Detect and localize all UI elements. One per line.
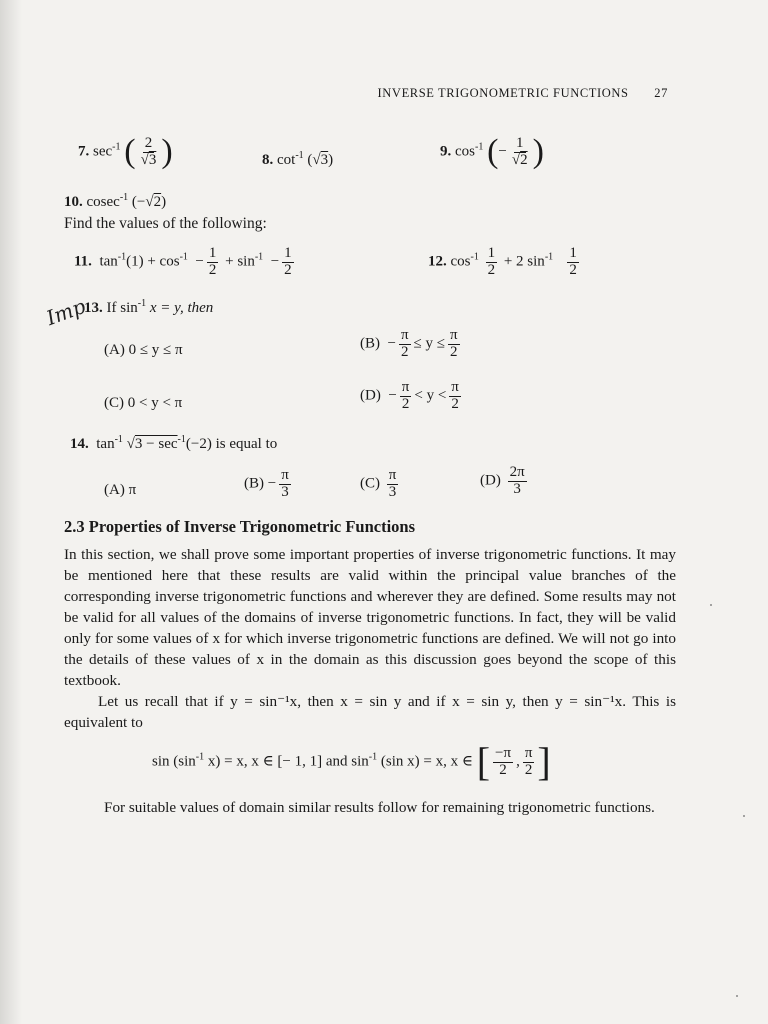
header-title: INVERSE TRIGONOMETRIC FUNCTIONS bbox=[377, 86, 629, 100]
exercise-14-option-d: (D) $\frac{2\pi}{3}$ bbox=[480, 464, 525, 497]
exercise-14-option-c: (C) $\frac{\pi}{3}$ bbox=[360, 467, 397, 500]
handwritten-note: Imp bbox=[43, 293, 89, 331]
speck bbox=[743, 815, 745, 817]
paragraph-recall: Let us recall that if y = sin⁻¹x, then x = sin y and if x = sin y, then y = sin⁻¹x. This is equivalent to bbox=[64, 693, 676, 731]
exercise-7: 7. $\sec^{-1}$ ( $\frac{2}{√3}$ ) bbox=[78, 133, 173, 170]
exercise-13-option-b: (B) − $\frac{\pi}{2}$ ≤ y ≤ $\frac{\pi}{2}$ bbox=[360, 327, 458, 360]
running-header bbox=[378, 86, 668, 101]
speck bbox=[710, 604, 712, 606]
exercise-13-option-c: (C) 0 < y < π bbox=[104, 395, 183, 411]
page-edge-shadow bbox=[0, 0, 22, 1024]
instruction-text: Find the values of the following: bbox=[64, 215, 267, 232]
equation-sin-inverse: $\sin (\sin^{-1}$ x) = x, x ∈ [− 1, 1] and $\sin^{-1} (\sin$ x) = x, x ∈ [ $\frac{-\pi}{2}$ , $\frac{\pi}{2}$ ] bbox=[152, 739, 551, 784]
exercise-11: 11. $\tan^{-1}(1) + \cos^{-1}$ − $\frac{1}{2}$ + $\sin^{-1}$ − $\frac{1}{2}$ bbox=[74, 245, 292, 278]
exercise-9: 9. $\cos^{-1}$ (− $\frac{1}{√2}$ ) bbox=[440, 133, 544, 170]
exercise-14-option-a: (A) π bbox=[104, 482, 137, 498]
exercise-14-stem: 14. $\tan^{-1} √3 - \sec^{-1}(-2)$ is equal to bbox=[70, 434, 278, 452]
exercise-13-stem: 13. If $\sin^{-1} x = y$, then bbox=[84, 298, 214, 316]
paragraph-intro: In this section, we shall prove some important properties of inverse trigonometric functions. It may be mentioned here that these results are valid within the principal value branches of the corresponding inverse trigonometric functions and wherever they are defined. Some results may not be valid for all values of the domains of inverse trigonometric functions. In fact, they will be valid only for some values of x for which inverse trigonometric functions are defined. We will not go into the details of these values of x in the domain as this discussion goes beyond the scope of this textbook. bbox=[64, 546, 676, 689]
speck bbox=[736, 995, 738, 997]
paragraph-closing: For suitable values of domain similar results follow for remaining trigonometric functions. bbox=[104, 799, 655, 816]
page-number: 27 bbox=[654, 86, 668, 100]
exercise-13-option-d: (D) − $\frac{\pi}{2}$ < y < $\frac{\pi}{2}$ bbox=[360, 379, 459, 412]
exercise-14-option-b: (B) − $\frac{\pi}{3}$ bbox=[244, 467, 289, 500]
exercise-10: 10. cosec$^{-1}$ (−√2) bbox=[64, 192, 167, 210]
exercise-8: 8. $\cot^{-1} (√3)$ bbox=[262, 150, 334, 168]
section-heading: 2.3 Properties of Inverse Trigonometric Functions bbox=[64, 517, 416, 536]
exercise-13-option-a: (A) 0 ≤ y ≤ π bbox=[104, 342, 183, 358]
exercise-12: 12. $\cos^{-1}$ $\frac{1}{2}$ + 2 $\sin^{-1}$ $\frac{1}{2}$ bbox=[428, 245, 577, 278]
